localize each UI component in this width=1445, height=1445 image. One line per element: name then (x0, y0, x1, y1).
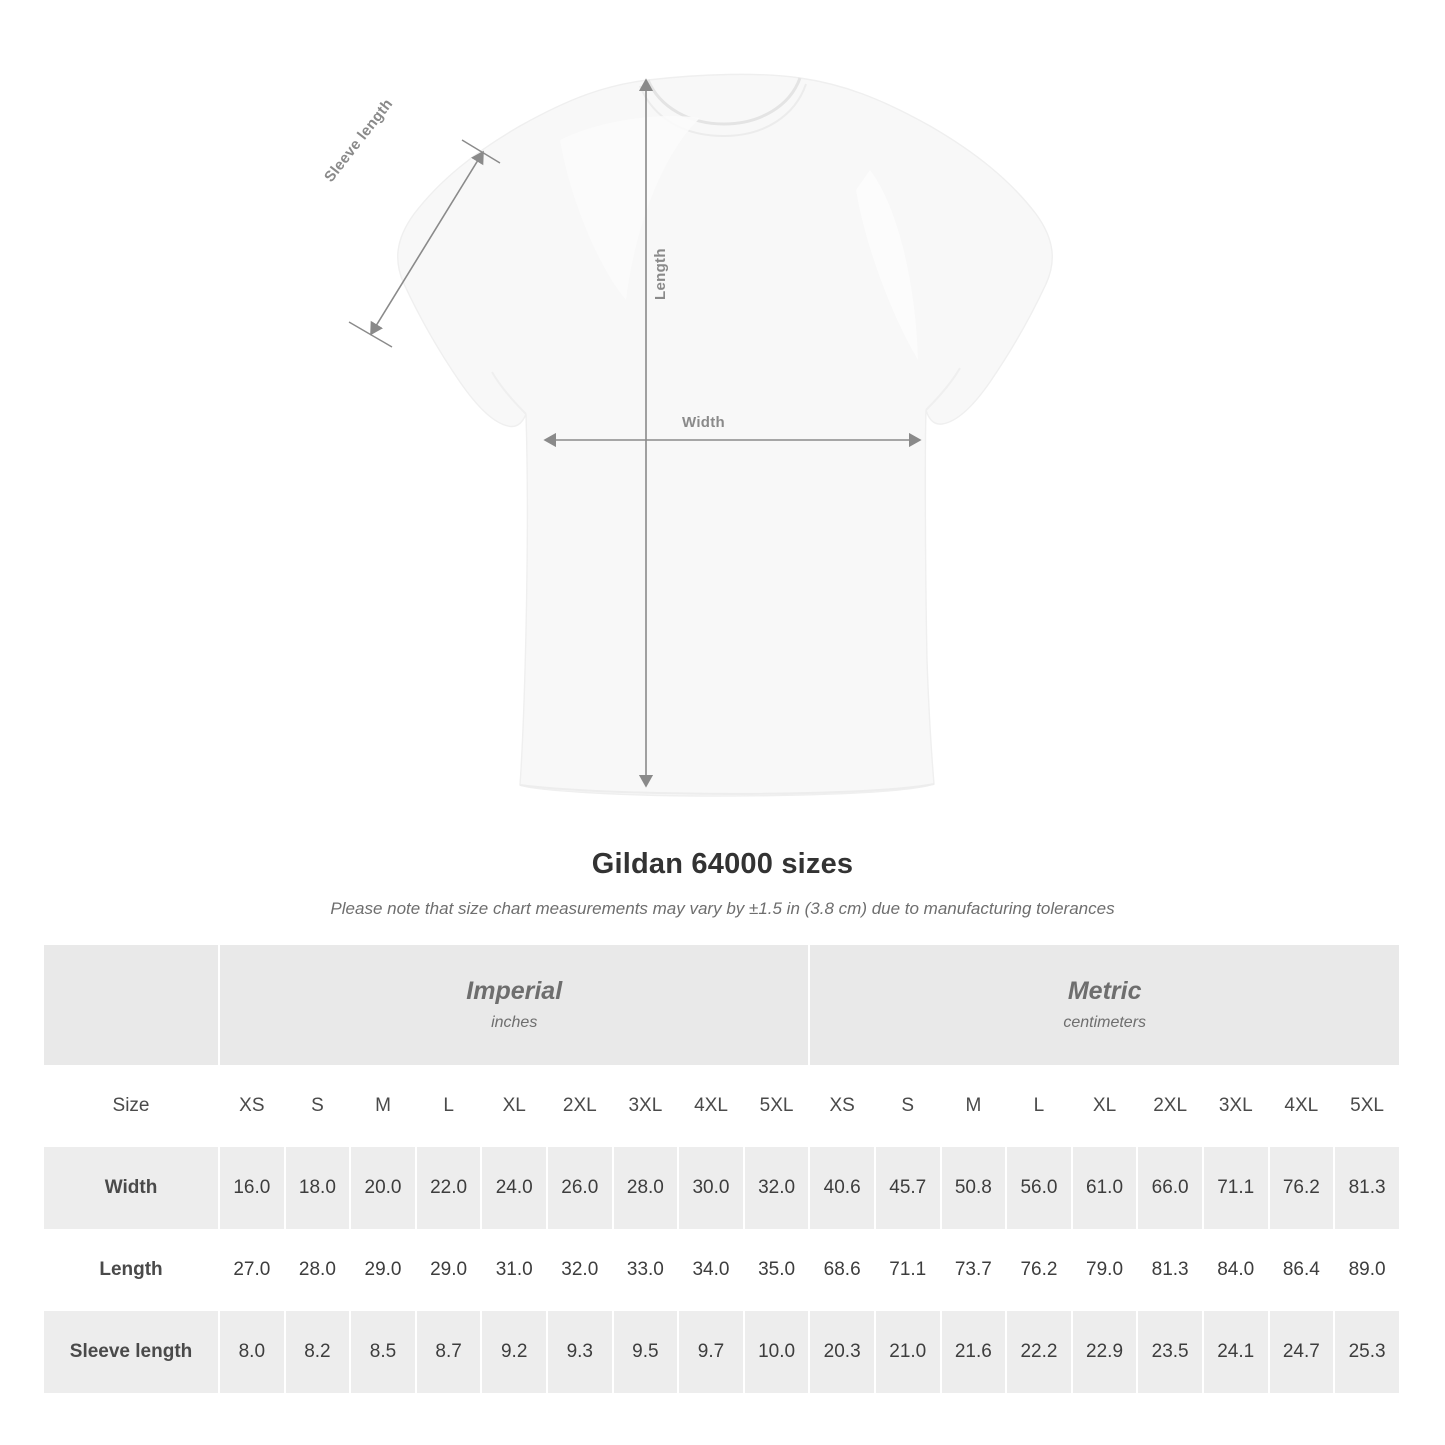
size-header-metric-xl: XL (1072, 1065, 1138, 1147)
cell-width-imperial-2xl: 26.0 (547, 1147, 613, 1229)
size-header-imperial-2xl: 2XL (547, 1065, 613, 1147)
size-header-metric-4xl: 4XL (1269, 1065, 1335, 1147)
cell-length-imperial-xs: 27.0 (219, 1229, 285, 1311)
cell-sleeve-metric-xl: 22.9 (1072, 1311, 1138, 1393)
cell-sleeve-metric-m: 21.6 (941, 1311, 1007, 1393)
cell-width-metric-xs: 40.6 (809, 1147, 875, 1229)
cell-width-metric-xl: 61.0 (1072, 1147, 1138, 1229)
size-header-metric-xs: XS (809, 1065, 875, 1147)
cell-length-imperial-l: 29.0 (416, 1229, 482, 1311)
cell-length-metric-4xl: 86.4 (1269, 1229, 1335, 1311)
cell-length-imperial-4xl: 34.0 (678, 1229, 744, 1311)
cell-width-metric-5xl: 81.3 (1334, 1147, 1400, 1229)
cell-sleeve-imperial-s: 8.2 (285, 1311, 351, 1393)
tolerance-note: Please note that size chart measurements may vary by ±1.5 in (3.8 cm) due to manufacturing tolerances (330, 899, 1115, 918)
cell-width-imperial-xl: 24.0 (481, 1147, 547, 1229)
cell-width-metric-3xl: 71.1 (1203, 1147, 1269, 1229)
size-header-metric-5xl: 5XL (1334, 1065, 1400, 1147)
cell-sleeve-imperial-2xl: 9.3 (547, 1311, 613, 1393)
cell-sleeve-metric-5xl: 25.3 (1334, 1311, 1400, 1393)
cell-length-metric-xs: 68.6 (809, 1229, 875, 1311)
row-label-length: Length (44, 1229, 219, 1311)
cell-width-imperial-l: 22.0 (416, 1147, 482, 1229)
cell-sleeve-imperial-5xl: 10.0 (744, 1311, 810, 1393)
cell-sleeve-metric-4xl: 24.7 (1269, 1311, 1335, 1393)
metric-group-cell (809, 945, 1400, 1065)
row-label-sleeve-length: Sleeve length (44, 1311, 219, 1393)
size-header-imperial-s: S (285, 1065, 351, 1147)
table-row (44, 1229, 1400, 1311)
imperial-group-cell (219, 945, 809, 1065)
page-title: Gildan 64000 sizes (591, 848, 854, 880)
cell-sleeve-imperial-xs: 8.0 (219, 1311, 285, 1393)
size-header-metric-m: M (941, 1065, 1007, 1147)
cell-length-imperial-s: 28.0 (285, 1229, 351, 1311)
size-header-imperial-3xl: 3XL (613, 1065, 679, 1147)
size-header-imperial-4xl: 4XL (678, 1065, 744, 1147)
cell-width-metric-2xl: 66.0 (1137, 1147, 1203, 1229)
size-header-metric-s: S (875, 1065, 941, 1147)
table-row (44, 1147, 1400, 1229)
table-row (44, 1311, 1400, 1393)
cell-width-imperial-s: 18.0 (285, 1147, 351, 1229)
imperial-group-sub: inches (491, 1013, 538, 1031)
cell-length-imperial-2xl: 32.0 (547, 1229, 613, 1311)
shirt-shape (398, 74, 1053, 796)
cell-length-metric-3xl: 84.0 (1203, 1229, 1269, 1311)
cell-width-metric-4xl: 76.2 (1269, 1147, 1335, 1229)
size-header-imperial-5xl: 5XL (744, 1065, 810, 1147)
metric-group-title: Metric (1067, 977, 1142, 1006)
cell-sleeve-imperial-l: 8.7 (416, 1311, 482, 1393)
cell-width-metric-l: 56.0 (1006, 1147, 1072, 1229)
size-corner-label: Size (44, 1065, 219, 1147)
cell-sleeve-imperial-4xl: 9.7 (678, 1311, 744, 1393)
width-label: Width (682, 414, 726, 431)
cell-length-metric-xl: 79.0 (1072, 1229, 1138, 1311)
cell-sleeve-metric-xs: 20.3 (809, 1311, 875, 1393)
size-header-metric-3xl: 3XL (1203, 1065, 1269, 1147)
cell-width-metric-m: 50.8 (941, 1147, 1007, 1229)
size-header-imperial-l: L (416, 1065, 482, 1147)
size-header-row (44, 1065, 1400, 1147)
size-header-imperial-m: M (350, 1065, 416, 1147)
cell-length-imperial-xl: 31.0 (481, 1229, 547, 1311)
length-label: Length (652, 248, 669, 300)
size-table-wrap (44, 945, 1401, 1393)
size-table (44, 945, 1401, 1393)
cell-length-metric-2xl: 81.3 (1137, 1229, 1203, 1311)
cell-length-imperial-3xl: 33.0 (613, 1229, 679, 1311)
cell-sleeve-metric-3xl: 24.1 (1203, 1311, 1269, 1393)
unit-corner-cell (44, 945, 219, 1065)
cell-sleeve-metric-2xl: 23.5 (1137, 1311, 1203, 1393)
unit-header-row (44, 945, 1400, 1065)
cell-sleeve-imperial-3xl: 9.5 (613, 1311, 679, 1393)
cell-length-metric-s: 71.1 (875, 1229, 941, 1311)
cell-width-imperial-3xl: 28.0 (613, 1147, 679, 1229)
cell-length-imperial-5xl: 35.0 (744, 1229, 810, 1311)
size-header-imperial-xs: XS (219, 1065, 285, 1147)
size-header-imperial-xl: XL (481, 1065, 547, 1147)
cell-length-metric-l: 76.2 (1006, 1229, 1072, 1311)
size-header-metric-2xl: 2XL (1137, 1065, 1203, 1147)
metric-group-sub: centimeters (1063, 1013, 1147, 1031)
cell-length-metric-5xl: 89.0 (1334, 1229, 1400, 1311)
cell-sleeve-metric-l: 22.2 (1006, 1311, 1072, 1393)
cell-sleeve-imperial-xl: 9.2 (481, 1311, 547, 1393)
cell-length-imperial-m: 29.0 (350, 1229, 416, 1311)
cell-width-imperial-5xl: 32.0 (744, 1147, 810, 1229)
cell-width-imperial-4xl: 30.0 (678, 1147, 744, 1229)
size-header-metric-l: L (1006, 1065, 1072, 1147)
row-label-width: Width (44, 1147, 219, 1229)
cell-length-metric-m: 73.7 (941, 1229, 1007, 1311)
cell-width-imperial-m: 20.0 (350, 1147, 416, 1229)
cell-width-metric-s: 45.7 (875, 1147, 941, 1229)
sleeve-length-label: Sleeve length (321, 95, 397, 186)
cell-sleeve-imperial-m: 8.5 (350, 1311, 416, 1393)
imperial-group-title: Imperial (466, 977, 563, 1006)
cell-width-imperial-xs: 16.0 (219, 1147, 285, 1229)
cell-sleeve-metric-s: 21.0 (875, 1311, 941, 1393)
title-block (0, 848, 1445, 919)
